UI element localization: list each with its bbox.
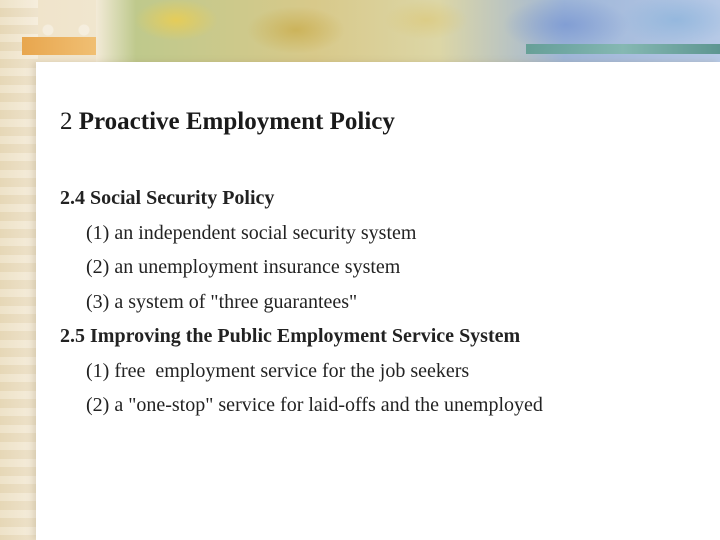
- list-item: (1) an independent social security system: [86, 221, 417, 244]
- slide-body: [60, 181, 700, 423]
- list-item: (2) a "one-stop" service for laid-offs and the unemployed: [86, 394, 543, 416]
- slide-title-number: 2: [60, 108, 73, 135]
- list-item: (1) free employment service for the job seekers: [86, 359, 470, 382]
- section-heading-social-security: 2.4 Social Security Policy: [60, 187, 275, 209]
- header-floral-banner: [96, 0, 720, 62]
- banner-teal-stripe: [526, 44, 720, 54]
- banner-fade: [96, 0, 136, 62]
- list-item: (3) a system of "three guarantees": [86, 290, 358, 313]
- list-item: (2) an unemployment insurance system: [86, 256, 401, 278]
- orange-accent-bar: [22, 37, 96, 55]
- section-heading-public-employment-service: 2.5 Improving the Public Employment Service System: [60, 325, 521, 347]
- left-textured-strip: [0, 0, 38, 540]
- slide-title: [60, 108, 395, 136]
- slide-title-text: Proactive Employment Policy: [78, 108, 395, 135]
